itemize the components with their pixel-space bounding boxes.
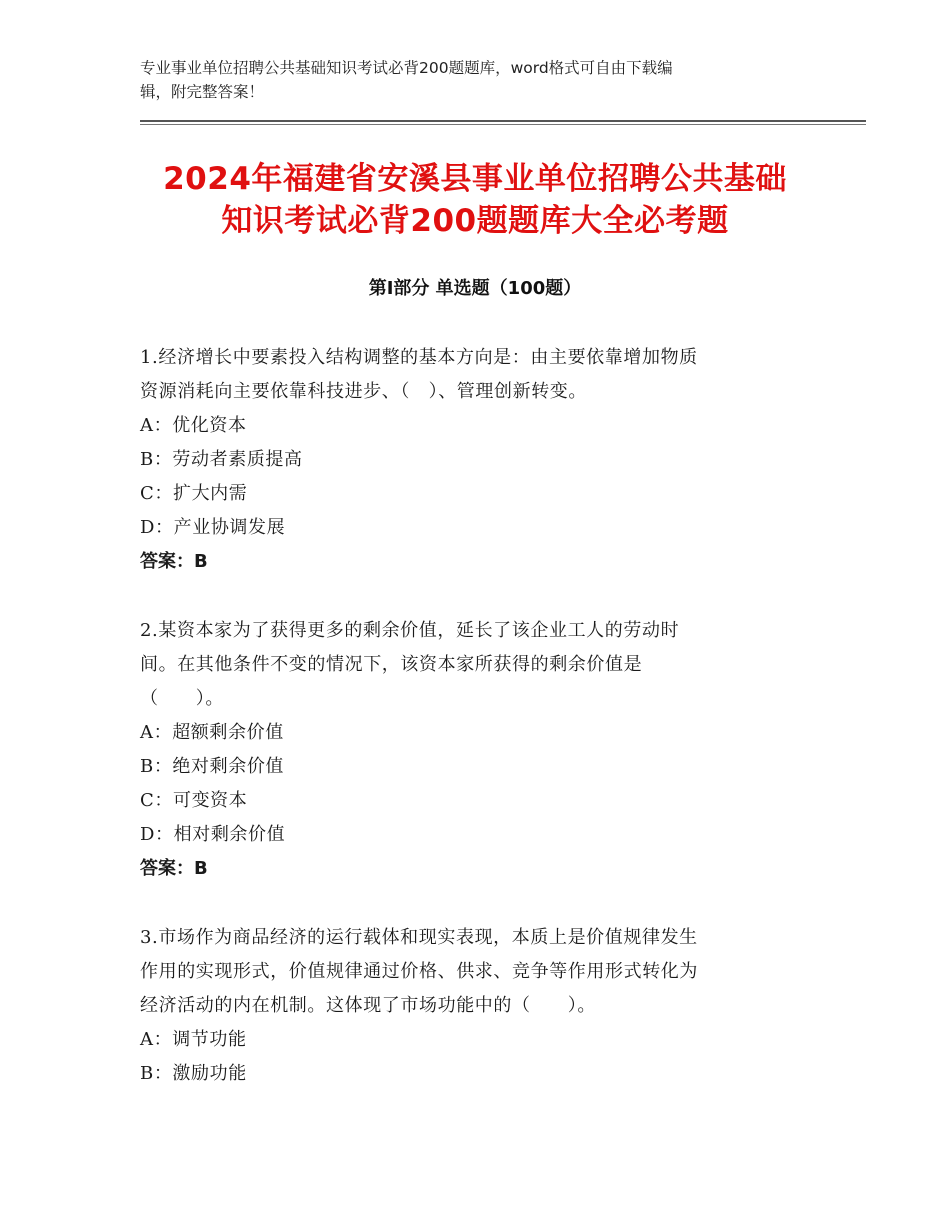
question-2-option-b: B：绝对剩余价值 xyxy=(140,756,285,777)
header-note-line-1: 专业事业单位招聘公共基础知识考试必背200题题库，word格式可自由下载编 xyxy=(140,59,673,77)
question-spacer xyxy=(140,579,810,614)
header-note-line-2: 辑，附完整答案！ xyxy=(140,83,265,101)
question-2-stem-line-2: 间。在其他条件不变的情况下，该资本家所获得的剩余价值是 xyxy=(140,654,643,675)
question-2-option-c: C：可变资本 xyxy=(140,790,248,811)
question-2-stem-line-1: 2.某资本家为了获得更多的剩余价值，延长了该企业工人的劳动时 xyxy=(140,620,680,641)
header-rule-thick xyxy=(140,120,866,122)
header-note xyxy=(140,56,800,104)
section-title: 第Ⅰ部分 单选题（100题） xyxy=(368,278,582,299)
document-title xyxy=(100,158,850,242)
question-3-stem-line-2: 作用的实现形式，价值规律通过价格、供求、竞争等作用形式转化为 xyxy=(140,961,698,982)
question-spacer xyxy=(140,886,810,921)
document-title-line-1: 2024年福建省安溪县事业单位招聘公共基础 xyxy=(163,161,787,197)
question-1 xyxy=(140,341,810,579)
question-1-stem-line-1: 1.经济增长中要素投入结构调整的基本方向是：由主要依靠增加物质 xyxy=(140,347,698,368)
question-3-stem-line-3: 经济活动的内在机制。这体现了市场功能中的（ ）。 xyxy=(140,995,596,1016)
question-1-option-d: D：产业协调发展 xyxy=(140,517,286,538)
header-rule-thin xyxy=(140,124,866,125)
question-2-answer: 答案：B xyxy=(140,858,208,879)
question-2 xyxy=(140,614,810,886)
question-1-stem-line-2: 资源消耗向主要依靠科技进步、（ ）、管理创新转变。 xyxy=(140,381,587,402)
question-3-option-a: A：调节功能 xyxy=(140,1029,247,1050)
question-3 xyxy=(140,921,810,1091)
question-1-option-c: C：扩大内需 xyxy=(140,483,248,504)
question-2-stem-line-3: （ ）。 xyxy=(140,688,224,709)
question-1-option-b: B：劳动者素质提高 xyxy=(140,449,303,470)
question-1-answer: 答案：B xyxy=(140,551,208,572)
question-1-option-a: A：优化资本 xyxy=(140,415,247,436)
question-2-option-d: D：相对剩余价值 xyxy=(140,824,286,845)
question-2-option-a: A：超额剩余价值 xyxy=(140,722,284,743)
document-title-line-2: 知识考试必背200题题库大全必考题 xyxy=(221,203,729,239)
question-3-option-b: B：激励功能 xyxy=(140,1063,247,1084)
question-list xyxy=(140,341,810,1091)
question-3-stem-line-1: 3.市场作为商品经济的运行载体和现实表现，本质上是价值规律发生 xyxy=(140,927,698,948)
